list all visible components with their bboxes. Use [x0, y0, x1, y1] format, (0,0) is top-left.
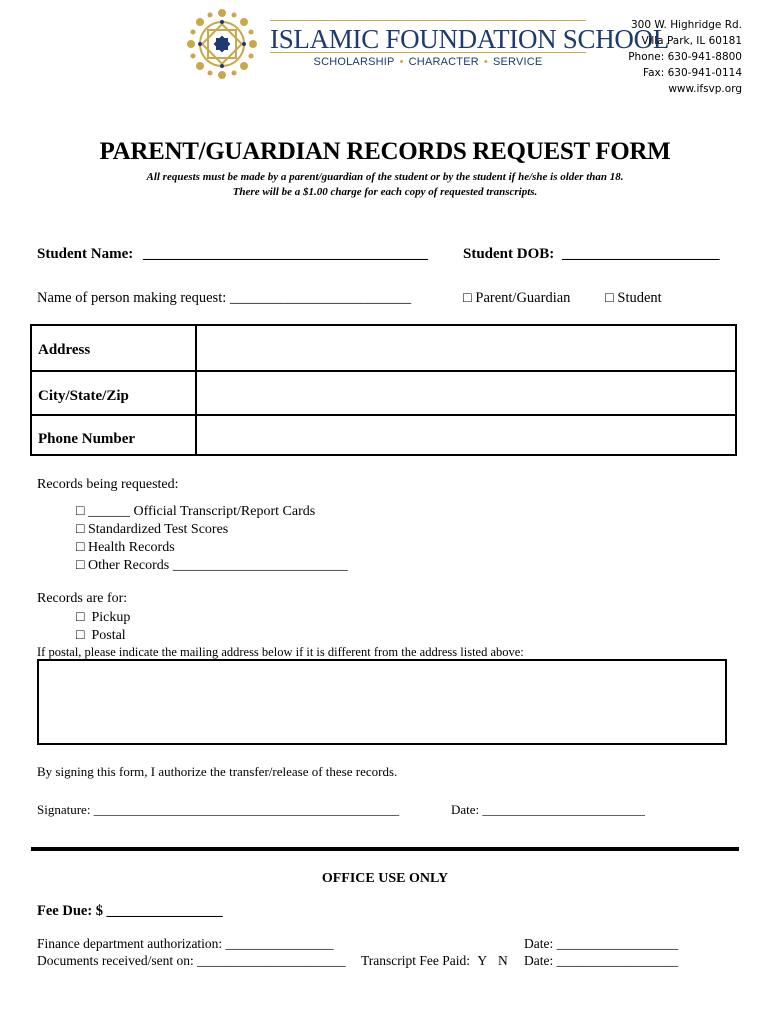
office-divider: [31, 847, 739, 851]
school-name: ISLAMIC FOUNDATION SCHOOL: [270, 24, 670, 54]
phone-number-row: [32, 416, 735, 454]
address-input[interactable]: [197, 326, 735, 370]
form-notes: [0, 170, 770, 200]
contact-website[interactable]: www.ifsvp.org: [668, 83, 742, 95]
records-for-heading: Records are for:: [37, 591, 128, 606]
postal-option[interactable]: □ Postal: [76, 628, 126, 643]
student-dob-label: Student DOB:: [463, 246, 555, 262]
fee-due-field[interactable]: Fee Due: $ ________________: [37, 903, 223, 919]
city-state-zip-row: [32, 372, 735, 416]
transcript-fee-paid: [361, 953, 508, 969]
address-label: Address: [32, 326, 197, 370]
form-title: PARENT/GUARDIAN RECORDS REQUEST FORM: [99, 138, 671, 165]
phone-number-input[interactable]: [197, 416, 735, 454]
phone-number-label: Phone Number: [32, 416, 197, 454]
transcript-fee-label: Transcript Fee Paid:: [361, 953, 470, 968]
records-list: [76, 503, 348, 575]
record-option-test-scores[interactable]: □ Standardized Test Scores: [76, 522, 229, 537]
student-dob-blank[interactable]: _____________________: [562, 246, 720, 262]
address-table: [30, 324, 737, 456]
checkbox-icon[interactable]: □: [76, 558, 85, 573]
student-name-label: Student Name:: [37, 246, 134, 262]
tagline-separator: •: [399, 56, 404, 68]
parent-guardian-checkbox[interactable]: [463, 290, 570, 307]
tagline-character: CHARACTER: [408, 56, 479, 68]
signature-date-field[interactable]: Date: _________________________: [451, 802, 645, 817]
office-use-heading: OFFICE USE ONLY: [321, 871, 449, 886]
contact-address: 300 W. Highridge Rd.: [630, 19, 742, 31]
checkbox-icon[interactable]: □: [76, 628, 85, 643]
fee-paid-no[interactable]: N: [498, 953, 508, 968]
student-name-blank[interactable]: ______________________________________: [143, 246, 428, 262]
finance-authorization-field[interactable]: Finance department authorization: ________________: [37, 936, 334, 951]
student-name-field[interactable]: [37, 246, 428, 263]
postal-note: If postal, please indicate the mailing address below if it is different from the address listed above:: [37, 645, 524, 659]
record-option-health[interactable]: □ Health Records: [76, 540, 175, 555]
address-row: [32, 326, 735, 372]
checkbox-icon[interactable]: □: [76, 504, 85, 519]
islamic-star-emblem-icon: [186, 8, 258, 80]
header-rule-bottom: [270, 52, 586, 53]
contact-city: Villa Park, IL 60181: [641, 35, 742, 47]
city-state-zip-label: City/State/Zip: [32, 372, 197, 414]
tagline-service: SERVICE: [492, 56, 543, 68]
student-option-label: Student: [617, 290, 662, 306]
student-checkbox[interactable]: [605, 290, 662, 307]
tagline-separator: •: [483, 56, 488, 68]
school-tagline: [270, 56, 586, 68]
checkbox-icon[interactable]: □: [463, 290, 472, 306]
student-dob-field[interactable]: [463, 246, 720, 263]
authorize-text: By signing this form, I authorize the transfer/release of these records.: [37, 764, 398, 779]
requester-label: Name of person making request:: [37, 290, 227, 306]
contact-phone: Phone: 630-941-8800: [628, 51, 742, 63]
documents-received-field[interactable]: Documents received/sent on: ______________________: [37, 953, 346, 968]
checkbox-icon[interactable]: □: [76, 522, 85, 537]
header-rule-top: [270, 20, 586, 21]
city-state-zip-input[interactable]: [197, 372, 735, 414]
pickup-option[interactable]: □ Pickup: [76, 610, 131, 625]
records-for-list: [76, 609, 130, 645]
signature-field[interactable]: Signature: _______________________________________________: [37, 802, 400, 817]
record-option-transcript[interactable]: □ ______ Official Transcript/Report Cards: [76, 504, 316, 519]
contact-block: [628, 17, 742, 97]
fee-paid-yes[interactable]: Y: [477, 953, 487, 968]
form-note-charge: There will be a $1.00 charge for each copy of requested transcripts.: [232, 186, 538, 198]
requester-blank[interactable]: _________________________: [229, 290, 412, 306]
documents-date-field[interactable]: Date: __________________: [524, 953, 679, 968]
checkbox-icon[interactable]: □: [76, 610, 85, 625]
finance-date-field[interactable]: Date: __________________: [524, 936, 679, 951]
checkbox-icon[interactable]: □: [76, 540, 85, 555]
record-option-other[interactable]: □ Other Records _________________________: [76, 558, 348, 573]
form-note-age: All requests must be made by a parent/guardian of the student or by the student if he/she is older than 18.: [146, 171, 624, 183]
requester-field[interactable]: [37, 290, 411, 307]
parent-guardian-label: Parent/Guardian: [475, 290, 571, 306]
tagline-scholarship: SCHOLARSHIP: [313, 56, 395, 68]
contact-fax: Fax: 630-941-0114: [643, 67, 742, 79]
records-heading: Records being requested:: [37, 477, 179, 492]
mailing-address-box[interactable]: [37, 659, 727, 745]
checkbox-icon[interactable]: □: [605, 290, 614, 306]
